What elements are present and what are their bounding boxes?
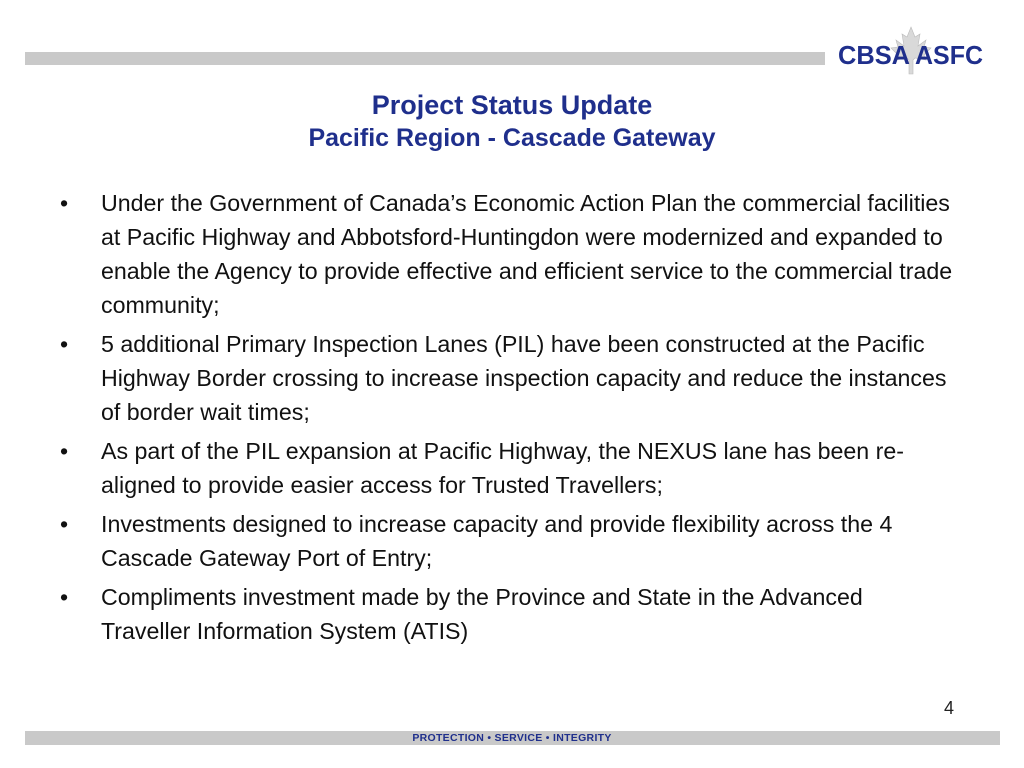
footer-motto: PROTECTION • SERVICE • INTEGRITY — [412, 732, 612, 744]
list-item-text: Compliments investment made by the Province and State in the Advanced Traveller Information System (ATIS) — [101, 584, 863, 644]
list-item-text: Investments designed to increase capacity and provide flexibility across the 4 Cascade Gateway Port of Entry; — [101, 511, 893, 571]
bullet-icon: • — [60, 511, 69, 537]
bullet-list — [58, 186, 958, 653]
list-item — [58, 507, 958, 575]
bullet-icon: • — [60, 438, 69, 464]
bullet-icon: • — [60, 331, 69, 357]
bullet-icon: • — [60, 584, 69, 610]
list-item-text: 5 additional Primary Inspection Lanes (PIL) have been constructed at the Pacific Highway Border crossing to increase inspection capacity and reduce the instances of border wait times; — [101, 331, 947, 425]
page-number: 4 — [944, 698, 955, 718]
title-main: Project Status Update — [371, 90, 653, 120]
cbsa-asfc-logo — [836, 24, 986, 78]
list-item — [58, 186, 958, 322]
slide-title — [0, 88, 1024, 154]
list-item — [58, 434, 958, 502]
logo-text-left: CBSA — [838, 40, 911, 70]
logo-graphic — [836, 24, 986, 78]
header-bar — [25, 52, 825, 65]
list-item-text: Under the Government of Canada’s Economic Action Plan the commercial facilities at Pacific Highway and Abbotsford-Huntingdon were modernized and expanded to enable the Agency to provide effective and efficient service to the commercial trade community; — [101, 190, 953, 318]
bullet-icon: • — [60, 190, 69, 216]
list-item — [58, 580, 958, 648]
logo-text-right: ASFC — [915, 40, 984, 70]
title-subtitle: Pacific Region - Cascade Gateway — [308, 124, 716, 152]
list-item — [58, 327, 958, 429]
list-item-text: As part of the PIL expansion at Pacific Highway, the NEXUS lane has been re-aligned to provide easier access for Trusted Travellers; — [101, 438, 904, 498]
